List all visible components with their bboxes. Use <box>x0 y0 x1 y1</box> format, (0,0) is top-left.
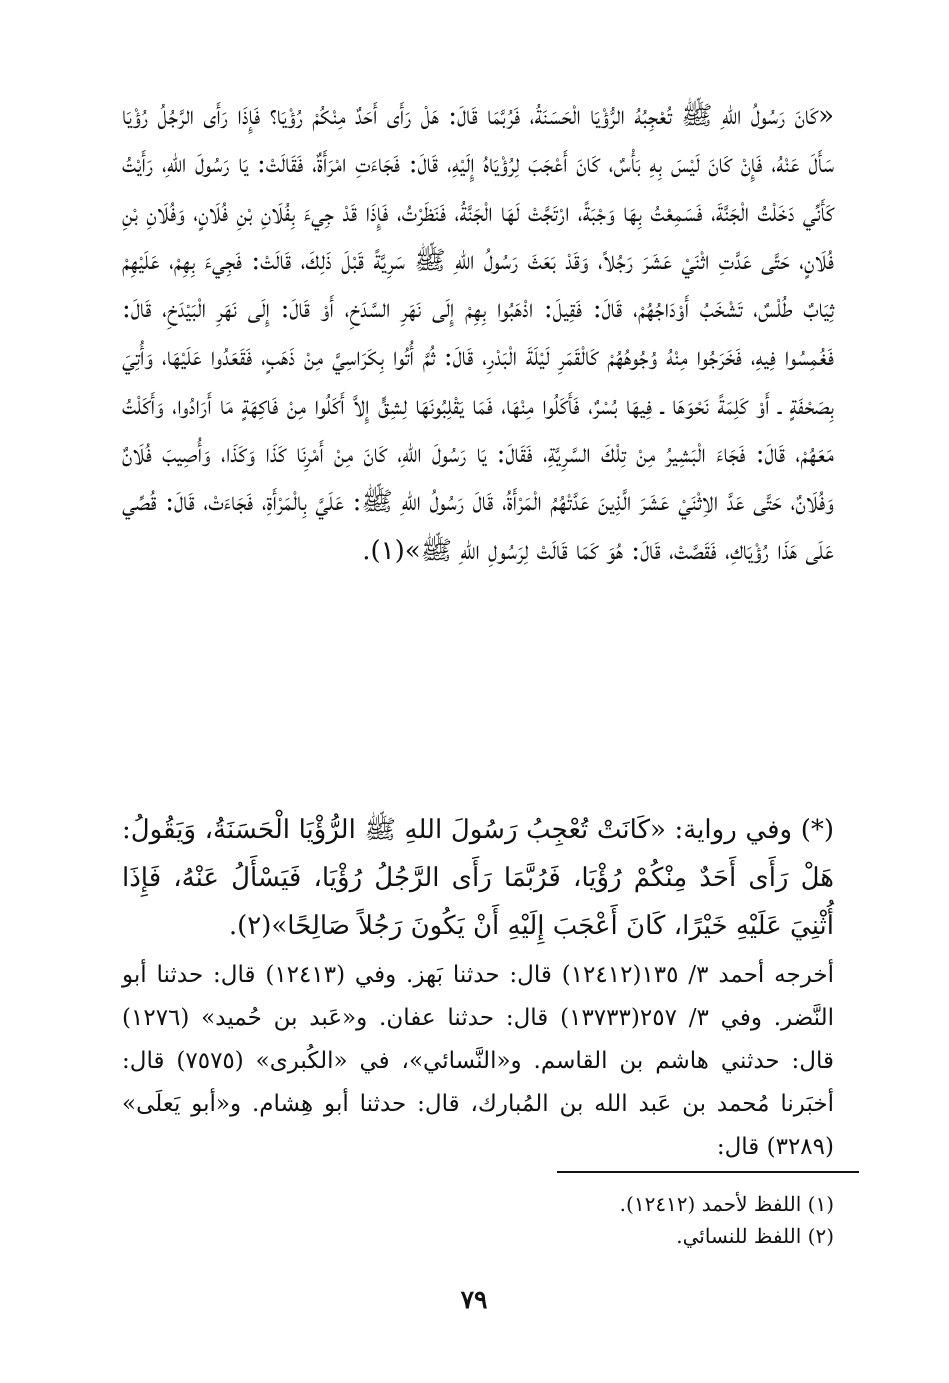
footnote-divider <box>557 1171 859 1173</box>
takhrij-text: أخرجه أحمد ٣/ ١٣٥(١٢٤١٢) قال: حدثنا بَهز. وفي (١٢٤١٣) قال: حدثنا أبو النَّضر. وفي ٣/ ٢٥٧(١٣٧٣٣) قال: حدثنا عفان. و«عَبد بن حُميد» (١٢٧٦) قال: حدثني هاشم بن القاسم. و«النَّسائي»، في «الكُبرى» (٧٥٧٥) قال: أخبَرنا مُحمد بن عَبد الله بن المُبارك، قال: حدثنا أبو هِشام. و«أبو يَعلَى» (٣٢٨٩) قال: <box>122 962 835 1160</box>
riwaya-text: (*) وفي رواية: «كَانَتْ تُعْجِبُ رَسُولَ اللهِ ﷺ الرُّؤْيَا الْحَسَنَةُ، وَيَقُولُ: هَلْ رَأَى أَحَدٌ مِنْكُمْ رُؤْيَا، فَرُبَّمَا رَأَى الرَّجُلُ رُؤْيَا، فَيَسْأَلُ عَنْهُ، فَإِذَا أُثْنِيَ عَلَيْهِ خَيْرًا، كَانَ أَعْجَبَ إِلَيْهِ أَنْ يَكُونَ رَجُلاً صَالِحًا»(٢). <box>122 815 834 941</box>
riwaya-paragraph <box>122 806 834 950</box>
footnote-1: (١) اللفظ لأحمد (١٢٤١٢). <box>619 1192 834 1216</box>
page-number: ٧٩ <box>460 1285 488 1314</box>
takhrij-paragraph <box>122 954 834 1169</box>
hadith-text: «كَانَ رَسُولُ اللهِ ﷺ تُعْجِبُهُ الرُّؤْيَا الْحَسَنَةُ، فَرُبَّمَا قَالَ: هَلْ رَأَى أَحَدٌ مِنْكُمْ رُؤْيَا؟ فَإِذَا رَأَى الرَّجُلُ رُؤْيَا سَأَلَ عَنْهُ، فَإِنْ كَانَ لَيْسَ بِهِ بَأْسٌ، كَانَ أَعْجَبَ لِرُؤْيَاهُ إِلَيْهِ، قَالَ: فَجَاءَتِ امْرَأَةٌ، فَقَالَتْ: يَا رَسُولَ اللهِ، رَأَيْتُ كَأَنِّي دَخَلْتُ الْجَنَّةَ، فَسَمِعْتُ بِهَا وَجْبَةً، ارْتَجَّتْ لَهَا الْجَنَّةُ، فَنَظَرْتُ، فَإِذَا قَدْ جِيءَ بِفُلَانِ بْنِ فُلَانٍ، وَفُلَانِ بْنِ فُلَانٍ، حَتَّى عَدَّتِ اثْنَيْ عَشَرَ رَجُلاً، وَقَدْ بَعَثَ رَسُولُ اللهِ ﷺ سَرِيَّةً قَبْلَ ذَلِكَ، قَالَتْ: فَجِيءَ بِهِمْ، عَلَيْهِمْ ثِيَابٌ طُلْسٌ، تَشْخَبُ أَوْدَاجُهُمْ، قَالَ: فَقِيلَ: اذْهَبُوا بِهِمْ إِلَى نَهَرِ السَّدَخِ، أَوْ قَالَ: إِلَى نَهَرِ الْبَيْدَخِ، قَالَ: فَغُمِسُوا فِيهِ، فَخَرَجُوا مِنْهُ وُجُوهُهُمْ كَالْقَمَرِ لَيْلَةَ الْبَدْرِ، قَالَ: ثُمَّ أُتُوا بِكَرَاسِيَّ مِنْ ذَهَبٍ، فَقَعَدُوا عَلَيْهَا، وَأُتِيَ بِصَحْفَةٍ ـ أَوْ كَلِمَةً نَحْوَهَا ـ فِيهَا بُسْرٌ، فَأَكَلُوا مِنْهَا، فَمَا يَقْلِبُونَهَا لِشِقٍّ إِلاَّ أَكَلُوا مِنْ فَاكِهَةٍ مَا أَرَادُوا، وَأَكَلْتُ مَعَهُمْ، قَالَ: فَجَاءَ الْبَشِيرُ مِنْ تِلْكَ السَّرِيَّةِ، فَقَالَ: يَا رَسُولَ اللهِ، كَانَ مِنْ أَمْرِنَا كَذَا وَكَذَا، وَأُصِيبَ فُلَانٌ وَفُلَانٌ، حَتَّى عَدَّ الاِثْنَيْ عَشَرَ الَّذِينَ عَدَّتْهُمُ الْمَرْأَةُ، قَالَ رَسُولُ اللهِ ﷺ: عَلَيَّ بِالْمَرْأَةِ، فَجَاءَتْ، قَالَ: قُصِّي عَلَى هَذَا رُؤْيَاكِ، فَقَصَّتْ، قَالَ: هُوَ كَمَا قَالَتْ لِرَسُولِ اللهِ ﷺ»(١). <box>122 101 834 566</box>
footnote-2: (٢) اللفظ للنسائي. <box>676 1224 834 1248</box>
hadith-paragraph <box>122 92 834 575</box>
footnotes <box>122 1188 834 1252</box>
